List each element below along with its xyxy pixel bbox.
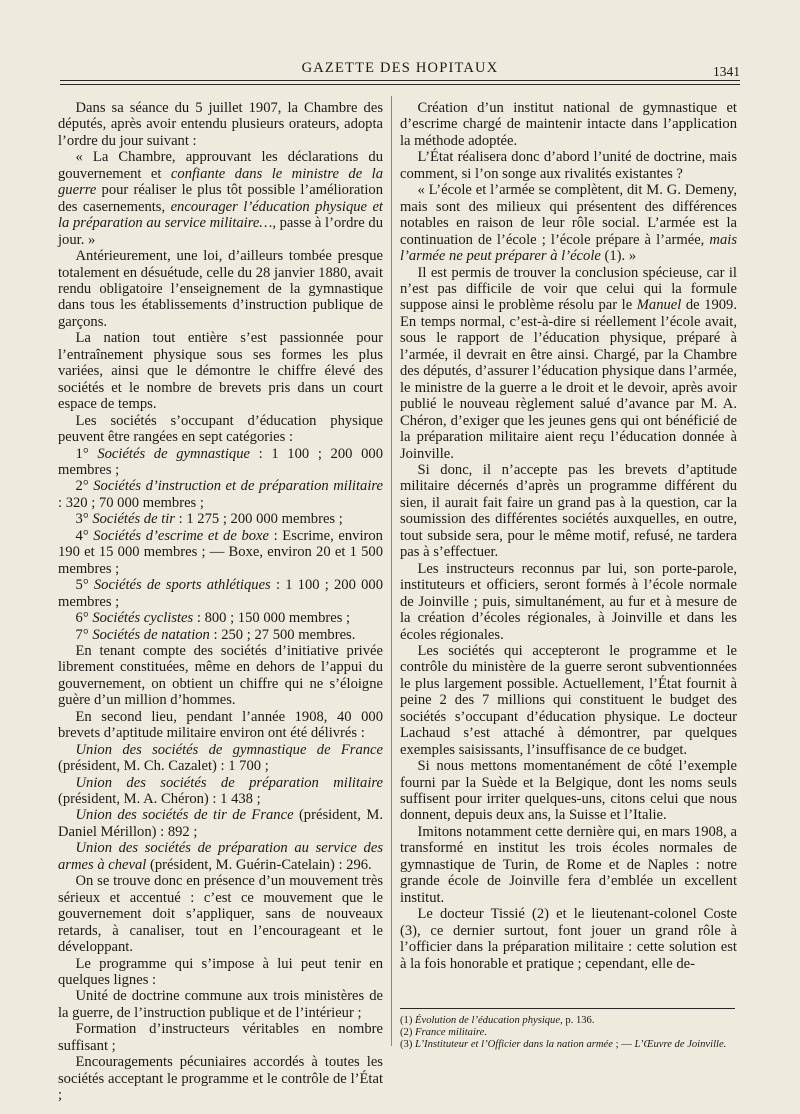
paragraph [58,149,383,248]
italic-span: mais l’armée ne peut préparer à l’école [400,231,737,265]
category-item [58,511,383,527]
text-span: (1) [400,1015,416,1026]
paragraph: En tenant compte des sociétés d’initiative privée librement constituées, même en dehors de l’appui du gouvernement, on obtient un chiffre qui ne s’éloigne guère d’un million d’hommes. [58,642,383,709]
header-rule-thick [60,80,740,81]
text-span: : 1 100 ; 200 000 membres ; [58,577,383,610]
italic-span: Évolution de l’éducation physique [415,1015,561,1026]
text-span: 4° [75,527,94,544]
header-rule-thin [60,84,740,85]
italic-span: Sociétés de natation [92,626,210,643]
footnote [400,1039,735,1051]
right-column [400,100,737,972]
paragraph: La nation tout entière s’est passionnée pour l’entraînement physique sous ses formes les plus variées, ainsi que le démontre le chiffre élevé des sociétés et le nombre de brevets pris dans un court espace de temps. [58,330,383,413]
text-span: , passe à l’ordre du jour. » [58,215,383,248]
text-span: (3) [400,1039,416,1051]
paragraph: Le programme qui s’impose à lui peut tenir en quelques lignes : [58,955,383,989]
column-divider [391,96,392,1046]
italic-span: L’Instituteur et l’Officier dans la nation armée [415,1039,613,1051]
footnote [400,1015,735,1027]
text-span: : 250 ; 27 500 membres. [209,626,356,643]
category-item [58,610,383,626]
italic-span: Sociétés d’escrime et de boxe [93,527,269,544]
text-span: 1° [75,445,98,462]
text-span: pour réaliser le plus tôt possible l’amélioration des casernements, [58,182,383,215]
italic-span: Manuel [636,297,682,314]
union-item [58,775,383,808]
italic-span: confiante dans le ministre de la guerre [58,165,383,199]
paragraph: Le docteur Tissié (2) et le lieutenant-colonel Coste (3), ce dernier surtout, font jouer un grand rôle à l’officier dans la préparation militaire : cette solution est à la fois honorable et pratique ; cependant, elle de- [400,906,737,972]
italic-span: Sociétés de sports athlétiques [93,577,271,594]
footnote-rule [400,1008,735,1009]
text-span: : 800 ; 150 000 membres ; [193,610,351,627]
category-item [58,446,383,479]
italic-span: L’Œuvre de Joinville. [634,1039,727,1051]
paragraph: Les instructeurs reconnus par lui, son porte-parole, instituteurs et officiers, seront formés à l’école normale de Joinville ; puis, simultanément, au fur et à mesure de la création d’écoles régionales, à Joinville et dans les écoles régionales. [400,560,737,643]
text-span: , p. 136. [560,1015,595,1026]
paragraph: Création d’un institut national de gymnastique et d’escrime chargé de maintenir intacte dans l’application la méthode adoptée. [400,100,737,149]
text-span: « La Chambre, approuvant les déclarations du gouvernement et [58,149,383,182]
text-span: 7° [75,626,93,643]
paragraph: Dans sa séance du 5 juillet 1907, la Chambre des députés, après avoir entendu plusieurs orateurs, adopta l’ordre du jour suivant : [58,100,383,149]
text-span: (président, M. A. Chéron) : 1 438 ; [58,791,261,808]
text-span: (2) [400,1027,416,1039]
italic-span: Union des sociétés de tir de France [75,807,294,824]
text-span: (président, M. Guérin-Catelain) : 296. [146,856,372,873]
italic-span: Sociétés d’instruction et de préparation militaire [93,478,383,495]
italic-span: Union des sociétés de préparation au service des armes à cheval [58,840,383,873]
text-span: : 1 275 ; 200 000 membres ; [175,511,343,528]
paragraph: Antérieurement, une loi, d’ailleurs tombée presque totalement en désuétude, celle du 28 janvier 1880, avait rendu obligatoire l’enseignement de la gymnastique dans tous les établissements d’instruction publique de garçons. [58,248,384,330]
category-item [58,478,383,511]
page-number: 1341 [713,64,740,79]
text-span: Il est permis de trouver la conclusion spécieuse, car il n’est pas difficile de voir que celui qui la formule suppose ainsi le problème résolu par le [400,264,737,314]
category-item [58,528,383,577]
italic-span: France militaire. [415,1027,487,1039]
left-column [58,100,383,1104]
category-item [58,577,383,610]
footnote [400,1027,735,1039]
paragraph: Les sociétés s’occupant d’éducation physique peuvent être rangées en sept catégories : [58,412,383,446]
text-span: (président, M. Daniel Mérillon) : 892 ; [58,807,383,840]
italic-span: Sociétés cyclistes [92,610,194,627]
text-span: (président, M. Ch. Cazalet) : 1 700 ; [58,758,269,775]
journal-title: GAZETTE DES HOPITAUX [301,60,499,76]
text-span: (1). » [600,248,637,265]
text-span: : Escrime, environ 190 et 15 000 membres ; — Boxe, environ 20 et 1 500 membres ; [58,527,383,577]
text-span: 5° [75,577,94,594]
text-span: de 1909. En temps normal, c’est-à-dire si réellement l’école avait, sous le rapport de l’éducation physique, préparé à l’armée, il devrait en être ainsi. Chargé, par la Chambre des députés, d’assurer l’éducation physique dans l’armée, le ministre de la guerre a le droit et le devoir, après avoir publié le nouveau règlement salué d’avance par M. A. Chéron, d’exiger que les jeunes gens qui ont bénéficié de la préparation militaire aient reçu l’éducation donnée à Joinville. [400,297,737,462]
text-span: ; — [612,1039,635,1051]
paragraph: Si donc, il n’accepte pas les brevets d’aptitude militaire décernés d’après un programme différent du sien, il aurait fait faire un grand pas à la question, car la soumission des différentes sociétés auxquelles, en outre, tout subside sera, pour le même motif, refusé, ne tardera pas à s’effectuer. [400,461,737,561]
italic-span: Union des sociétés de gymnastique de France [75,741,383,758]
paragraph [400,182,737,264]
union-item [58,807,383,840]
paragraph: Imitons notamment cette dernière qui, en mars 1908, a transformé en institut les trois écoles normales de gymnastique de Turin, de Rome et de Naples : notre grande école de Joinville fera d’emblée un excellent institut. [400,823,737,906]
category-item [58,627,383,643]
paragraph [400,265,737,462]
union-item [58,840,383,873]
italic-span: encourager l’éducation physique et la préparation au service militaire… [58,198,383,232]
italic-span: Sociétés de gymnastique [97,445,250,462]
paragraph: Formation d’instructeurs véritables en nombre suffisant ; [58,1021,383,1054]
text-span: 6° [75,610,93,627]
paragraph: Encouragements pécuniaires accordés à toutes les sociétés acceptant le programme et le contrôle de l’État ; [58,1054,383,1104]
footnotes [400,1015,735,1052]
text-span: : 1 100 ; 200 000 membres ; [58,445,383,478]
italic-span: Sociétés de tir [92,511,175,528]
text-span: 3° [75,511,93,528]
union-item [58,742,383,775]
paragraph: L’État réalisera donc d’abord l’unité de doctrine, mais comment, si l’on songe aux rivalités existantes ? [400,149,737,182]
paragraph: En second lieu, pendant l’année 1908, 40 000 brevets d’aptitude militaire environ ont été délivrés : [58,708,383,742]
paragraph: Unité de doctrine commune aux trois ministères de la guerre, de l’instruction publique et de l’intérieur ; [58,988,383,1021]
italic-span: Union des sociétés de préparation militaire [75,774,383,791]
text-span: 2° [75,478,94,495]
text-span: : 320 ; 70 000 membres ; [58,494,204,511]
paragraph: Les sociétés qui accepteront le programme et le contrôle du ministère de la guerre seront subventionnées le plus largement possible. Actuellement, l’État fournit à peine 2 des 7 millions qui constituent le budget des sociétés s’occupant d’éducation physique. Le docteur Lachaud s’est attaché à démontrer, par quelques exemples saisissants, l’insuffisance de ce budget. [400,642,737,758]
paragraph: Si nous mettons momentanément de côté l’exemple fourni par la Suède et la Belgique, dont les noms seuls suffisent pour irriter quelques-uns, citons celui que nous donnent, depuis deux ans, la Suisse et l’Italie. [400,758,737,824]
page-header [60,58,740,82]
paragraph: On se trouve donc en présence d’un mouvement très sérieux et accentué : c’est ce mouvement que le gouvernement doit s’appliquer, sans de nouveaux retards, à canaliser, tout en l’encourageant et le développant. [58,873,383,956]
text-span: « L’école et l’armée se complètent, dit M. G. Demeny, mais sont des milieux qui présentent des différences notables en raison de leur rôle social. L’armée est la continuation de l’école ; l’école prépare à l’armée, [400,182,737,248]
